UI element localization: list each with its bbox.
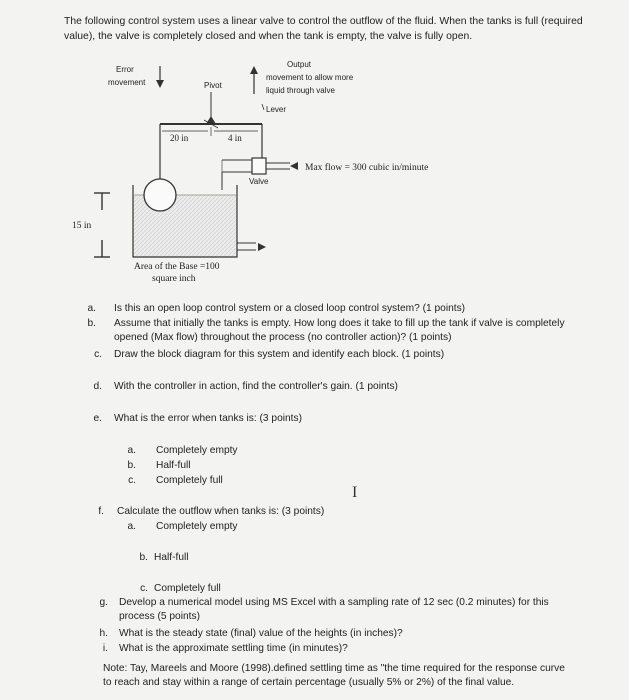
question-e-sub-a-label: a. <box>127 445 136 456</box>
label-max-flow: Max flow = 300 cubic in/minute <box>305 163 429 173</box>
label-error-1: Error <box>116 65 134 74</box>
question-f-sub-a-label: a. <box>127 521 136 532</box>
question-f-label: f. <box>98 506 104 517</box>
label-base-area-1: Area of the Base =100 <box>134 262 220 272</box>
control-system-diagram <box>0 0 629 300</box>
question-h-text: What is the steady state (final) value of the heights (in inches)? <box>119 628 403 639</box>
question-e-sub-a-text: Completely empty <box>156 445 238 456</box>
valve-body <box>252 158 266 174</box>
question-a-label: a. <box>87 303 96 314</box>
question-e-label: e. <box>93 413 102 424</box>
question-e-text: What is the error when tanks is: (3 points) <box>114 413 302 424</box>
question-i-label: i. <box>102 643 108 654</box>
output-arrow <box>250 66 258 74</box>
question-f-sub-b-text: Half-full <box>154 552 189 563</box>
question-i-text: What is the approximate settling time (in minutes)? <box>119 643 348 654</box>
pivot-marker <box>206 116 216 124</box>
label-20in: 20 in <box>170 133 189 143</box>
question-f-text: Calculate the outflow when tanks is: (3 points) <box>117 506 325 517</box>
intro-paragraph: The following control system uses a linear valve to control the outflow of the fluid. When the tanks is full (required value), the valve is completely closed and when the tank is empty, the valve is fully open. <box>64 16 583 42</box>
question-c-label: c. <box>94 349 102 360</box>
question-f-sub-b-label: b. <box>139 552 148 563</box>
question-d-label: d. <box>93 381 102 392</box>
error-arrow <box>156 80 164 88</box>
question-b-label: b. <box>87 318 96 329</box>
question-e-sub-b-label: b. <box>127 460 136 471</box>
settling-time-note: Note: Tay, Mareels and Moore (1998).defined settling time as "the time required for the response curve to reach and stay within a range of certain percentage (usually 5% or 2%) of the final value. <box>103 663 565 688</box>
question-f-sub-c-label: c. <box>140 583 148 594</box>
question-c-text: Draw the block diagram for this system and identify each block. (1 points) <box>114 349 445 360</box>
label-output-2: movement to allow more <box>266 73 354 82</box>
label-4in: 4 in <box>228 133 242 143</box>
question-b-text: Assume that initially the tanks is empty. How long does it take to fill up the tank if valve is completely opened (Max flow) throughout the process (no controller action)? (1 points) <box>114 318 565 343</box>
float-ball <box>144 179 176 211</box>
max-flow-arrow <box>290 162 298 170</box>
question-d-text: With the controller in action, find the controller's gain. (1 points) <box>114 381 398 392</box>
label-output-3: liquid through valve <box>266 86 335 95</box>
question-f-sub-a-text: Completely empty <box>156 521 238 532</box>
outflow-arrow <box>258 243 266 251</box>
question-g-text: Develop a numerical model using MS Excel with a sampling rate of 12 sec (0.2 minutes) for this process (5 points) <box>119 597 549 622</box>
question-a-text: Is this an open loop control system or a closed loop control system? (1 points) <box>114 303 466 314</box>
label-pivot: Pivot <box>204 81 222 90</box>
question-e-sub-c-label: c. <box>128 475 136 486</box>
label-base-area-2: square inch <box>152 274 196 284</box>
label-valve: Valve <box>249 177 269 186</box>
label-height: 15 in <box>72 221 92 231</box>
text-cursor-icon: I <box>352 484 358 501</box>
question-h-label: h. <box>99 628 108 639</box>
label-output-1: Output <box>287 60 312 69</box>
label-error-2: movement <box>108 78 146 87</box>
question-e-sub-b-text: Half-full <box>156 460 191 471</box>
label-lever: Lever <box>266 105 287 114</box>
question-g-label: g. <box>99 597 108 608</box>
question-f-sub-c-text: Completely full <box>154 583 221 594</box>
question-e-sub-c-text: Completely full <box>156 475 223 486</box>
